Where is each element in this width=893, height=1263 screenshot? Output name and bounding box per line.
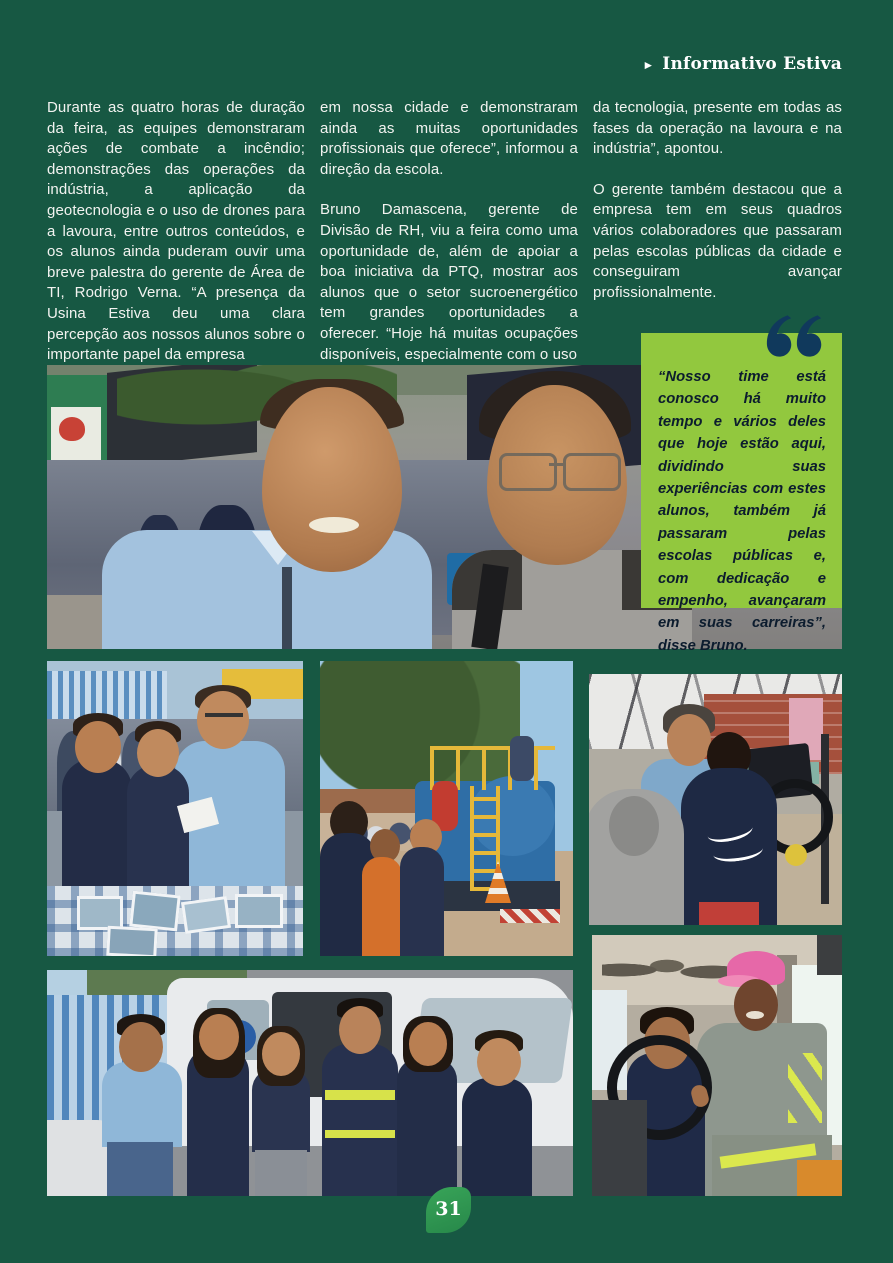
photo-detail bbox=[667, 714, 711, 766]
pull-quote-text: “Nosso time está conosco há muito tempo e vários deles que hoje estão aqui, dividindo suas experiências com estes alunos, também já passaram pelas escolas públicas e, com dedicação e empenho, avançaram em suas carreiras”, disse Bruno. bbox=[658, 369, 826, 654]
photo-detail bbox=[609, 796, 659, 856]
photo-detail bbox=[322, 1044, 398, 1196]
photo-tanker-truck bbox=[320, 661, 573, 956]
photo-detail bbox=[262, 1032, 300, 1076]
article-column-1 bbox=[47, 98, 305, 386]
photo-detail bbox=[235, 894, 283, 928]
photo-tractor-cab bbox=[592, 935, 842, 1196]
photo-detail bbox=[400, 847, 444, 956]
photo-detail bbox=[499, 453, 557, 491]
pull-quote-box bbox=[641, 333, 842, 654]
photo-detail bbox=[409, 1022, 447, 1066]
photo-detail bbox=[817, 935, 842, 975]
photo-detail bbox=[563, 453, 621, 491]
photo-driving-simulator bbox=[589, 674, 842, 925]
photo-detail bbox=[282, 567, 292, 649]
photo-detail bbox=[734, 979, 778, 1031]
photo-detail bbox=[119, 1022, 163, 1072]
quote-marks-icon bbox=[765, 314, 825, 358]
photo-detail bbox=[699, 902, 759, 925]
photo-detail bbox=[602, 950, 732, 990]
article-column-3 bbox=[593, 98, 842, 323]
photo-detail bbox=[397, 1058, 457, 1196]
photo-detail bbox=[788, 1053, 822, 1123]
photo-detail bbox=[309, 517, 359, 533]
photo-detail bbox=[325, 1130, 395, 1138]
photo-detail bbox=[785, 844, 807, 866]
photo-detail bbox=[127, 765, 189, 891]
photo-detail bbox=[62, 759, 132, 894]
photo-detail bbox=[77, 896, 123, 930]
page-number: 31 bbox=[435, 1198, 462, 1220]
photo-detail bbox=[500, 909, 560, 923]
photo-detail bbox=[362, 857, 402, 956]
photo-detail bbox=[197, 691, 249, 749]
photo-detail bbox=[325, 1090, 395, 1100]
photo-detail bbox=[59, 417, 85, 441]
paragraph: Durante as quatro horas de duração da feira, as equipes demonstraram ações de combate a incêndio; demonstrações das operações da indústria, a aplicação da geotecnologia e o uso de drones para a lavoura, entre outros conteúdos, e os alunos ainda puderam ouvir uma breve palestra do gerente de Área de TI, Rodrigo Verna. “A presença da Usina Estiva deu uma clara percepção aos nossos alunos sobre o importante papel da empresa bbox=[47, 99, 305, 364]
paragraph: O gerente também destacou que a empresa tem em seus quadros vários colaboradores que passaram pelas escolas públicas da cidade e conseguiram avançar profissionalmente. bbox=[593, 180, 842, 301]
photo-detail bbox=[75, 721, 121, 773]
paragraph: Bruno Damascena, gerente de Divisão de RH, viu a feira como uma oportunidade de, além de apoiar a boa iniciativa da PTQ, mostrar aos alunos que o setor sucroenergético tem grandes oportunidades a oferecer. “Hoje há muitas ocupações disponíveis, especialmente com o uso bbox=[320, 201, 578, 363]
photo-booth-brochures bbox=[47, 661, 303, 956]
photo-detail bbox=[107, 1142, 173, 1196]
paragraph: da tecnologia, presente em todas as fases da operação na lavoura e na indústria”, apontou. bbox=[593, 99, 842, 158]
photo-detail bbox=[462, 1078, 532, 1196]
arrow-icon: ► bbox=[642, 58, 655, 72]
page-header bbox=[642, 54, 842, 74]
photo-detail bbox=[477, 1038, 521, 1086]
photo-detail bbox=[746, 1011, 764, 1019]
photo-detail bbox=[205, 713, 243, 717]
photo-rescue-van-group bbox=[47, 970, 573, 1196]
photo-detail bbox=[797, 1160, 842, 1196]
photo-detail bbox=[255, 1150, 307, 1196]
photo-detail bbox=[199, 1014, 239, 1060]
photo-detail bbox=[339, 1006, 381, 1054]
paragraph: em nossa cidade e demonstraram ainda as muitas oportunidades profissionais que oferece”, informou a direção da escola. bbox=[320, 99, 578, 178]
photo-detail bbox=[106, 926, 158, 956]
page-number-badge bbox=[426, 1187, 471, 1233]
newsletter-title: Informativo Estiva bbox=[662, 54, 842, 74]
photo-detail bbox=[592, 1100, 647, 1196]
photo-detail bbox=[510, 736, 534, 781]
photo-detail bbox=[129, 891, 181, 932]
photo-detail bbox=[549, 463, 565, 466]
photo-detail bbox=[137, 729, 179, 777]
article-column-2 bbox=[320, 98, 578, 385]
photo-detail bbox=[181, 896, 231, 934]
photo-detail bbox=[102, 1062, 182, 1147]
